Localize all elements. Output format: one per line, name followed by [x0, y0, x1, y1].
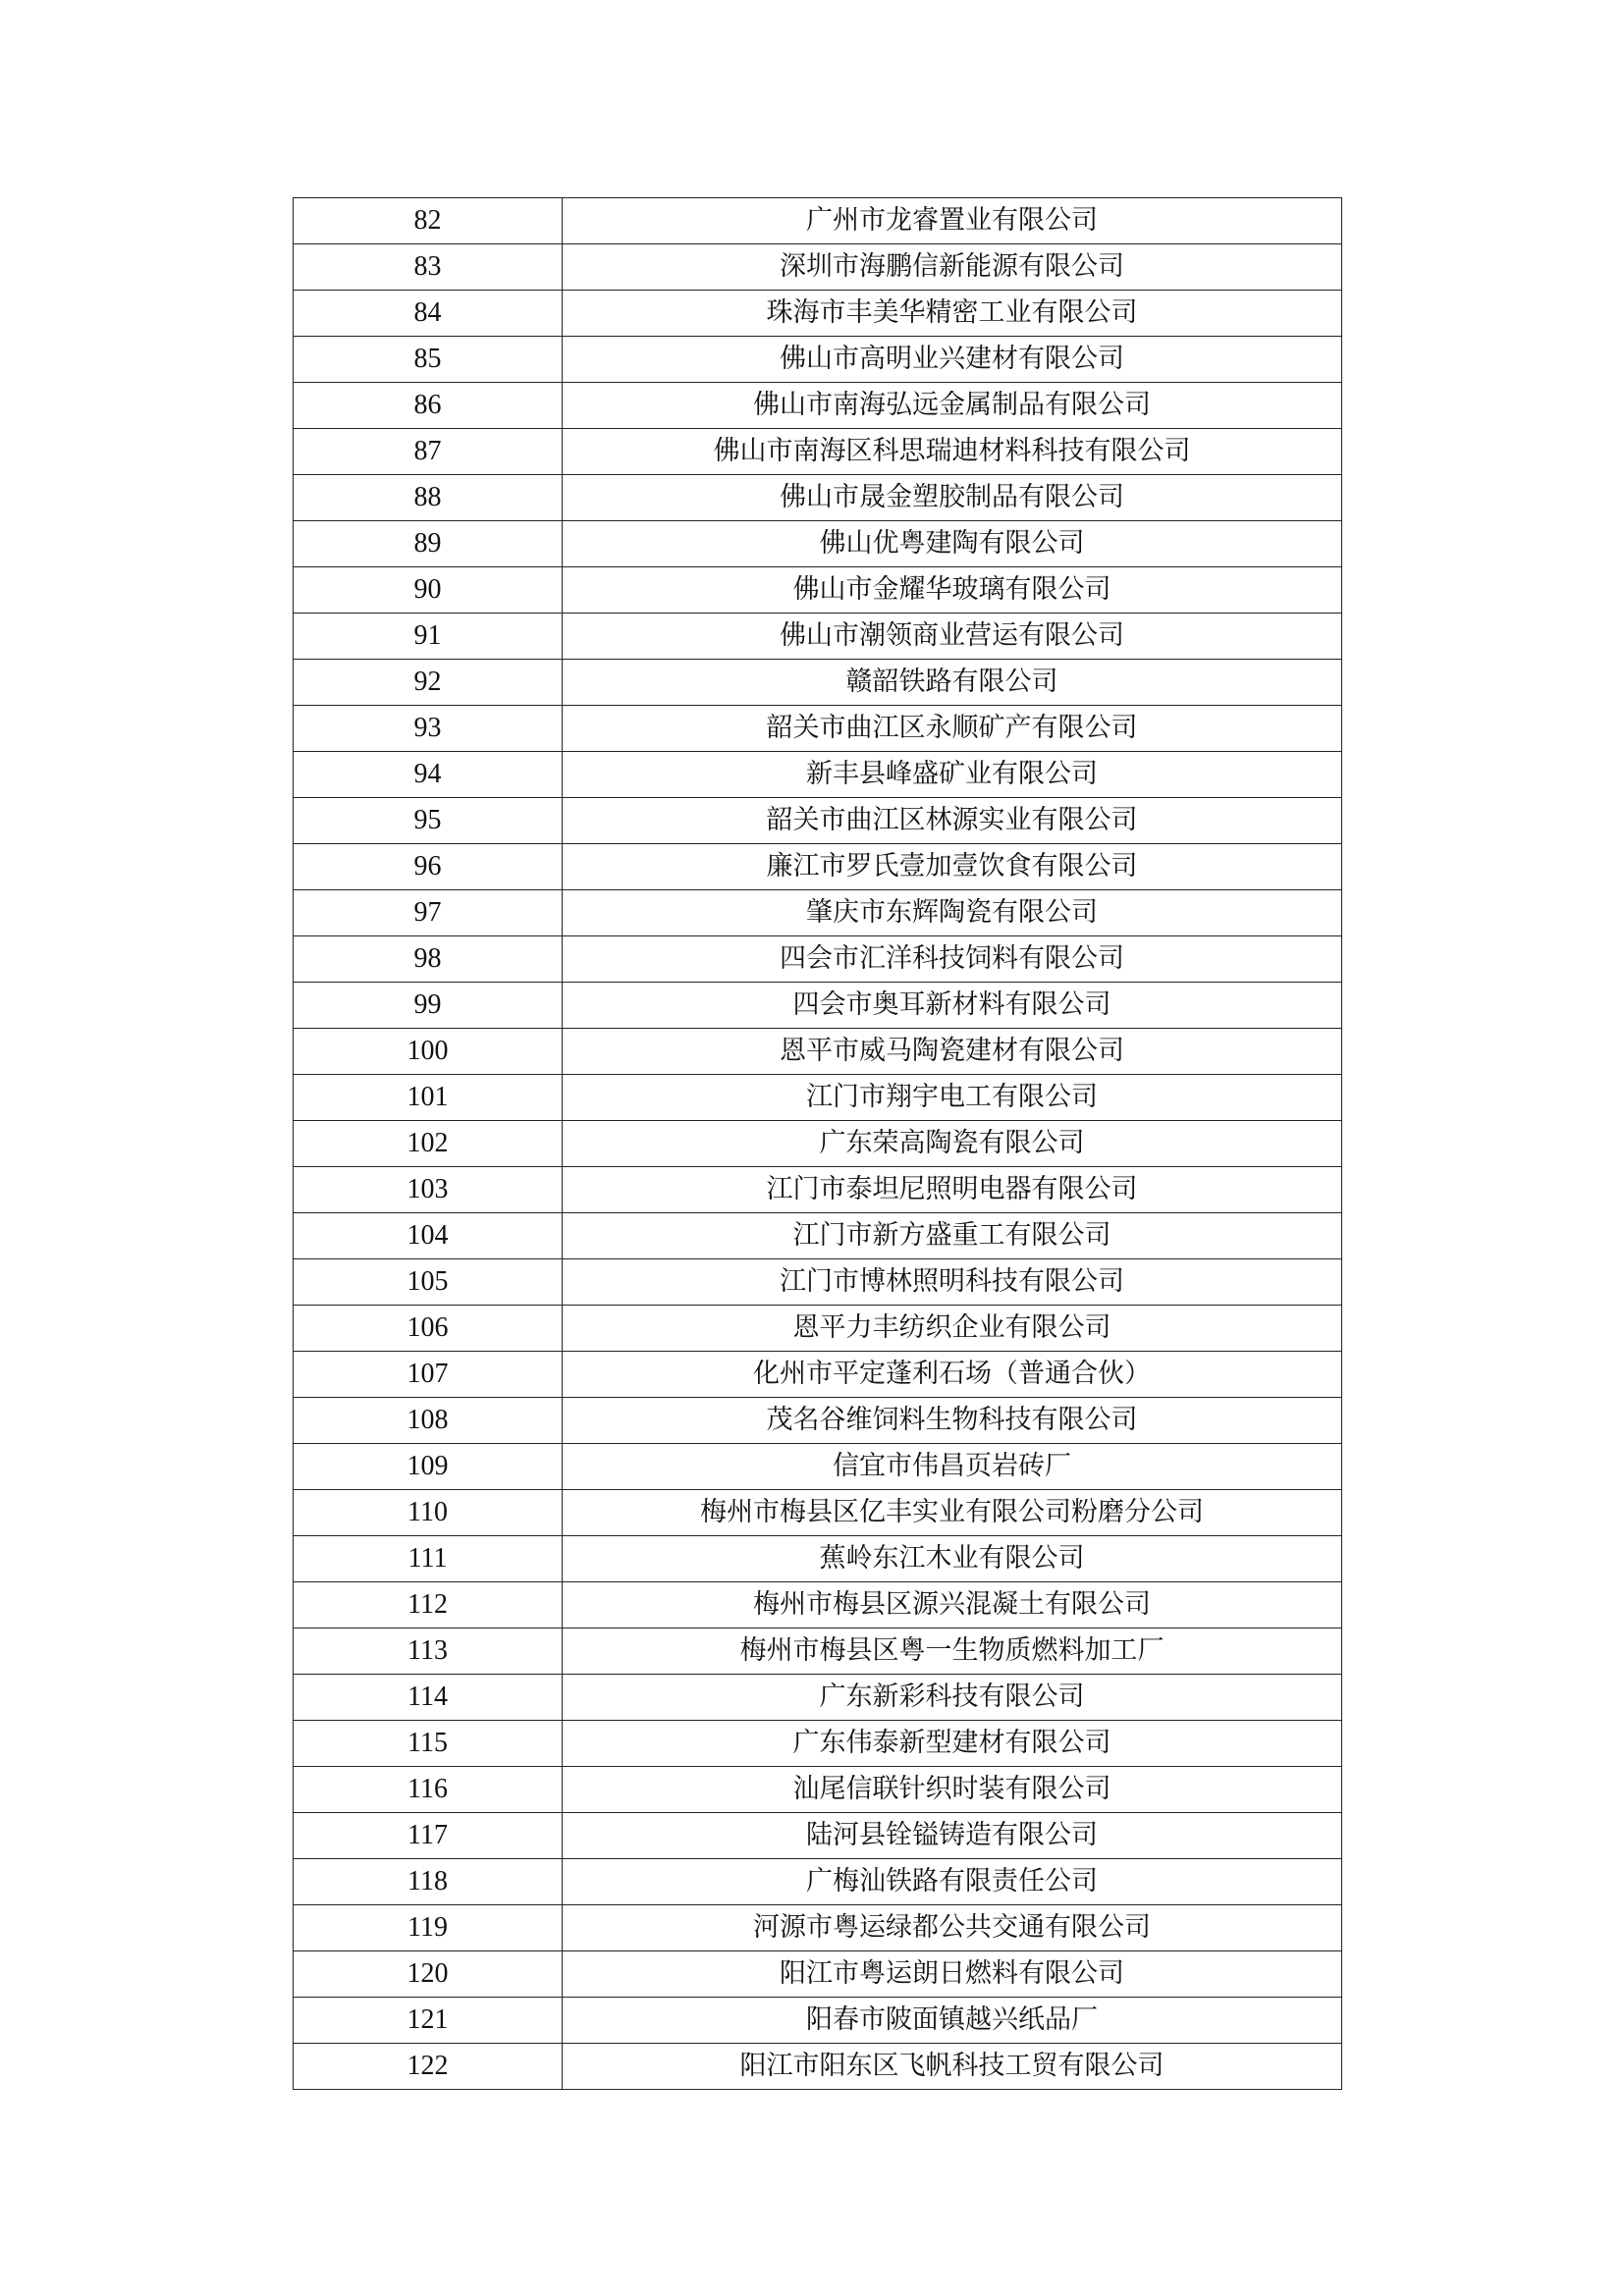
company-name-cell: 阳春市陂面镇越兴纸品厂 [563, 1998, 1342, 2044]
table-row [294, 198, 1342, 244]
row-number-cell: 84 [294, 291, 563, 337]
table-row [294, 1998, 1342, 2044]
table-row [294, 1490, 1342, 1536]
row-number-cell: 118 [294, 1859, 563, 1905]
table-row [294, 291, 1342, 337]
row-number-cell: 88 [294, 475, 563, 521]
company-name-cell: 四会市汇洋科技饲料有限公司 [563, 936, 1342, 983]
table-row [294, 475, 1342, 521]
table-row [294, 429, 1342, 475]
row-number-cell: 97 [294, 890, 563, 936]
table-row [294, 1167, 1342, 1213]
table-row [294, 567, 1342, 614]
company-name-cell: 河源市粤运绿都公共交通有限公司 [563, 1905, 1342, 1951]
company-name-cell: 广梅汕铁路有限责任公司 [563, 1859, 1342, 1905]
company-name-cell: 江门市翔宇电工有限公司 [563, 1075, 1342, 1121]
row-number-cell: 121 [294, 1998, 563, 2044]
row-number-cell: 122 [294, 2044, 563, 2090]
row-number-cell: 95 [294, 798, 563, 844]
row-number-cell: 101 [294, 1075, 563, 1121]
row-number-cell: 85 [294, 337, 563, 383]
company-name-cell: 新丰县峰盛矿业有限公司 [563, 752, 1342, 798]
table-body [294, 198, 1342, 2090]
company-name-cell: 恩平力丰纺织企业有限公司 [563, 1306, 1342, 1352]
row-number-cell: 100 [294, 1029, 563, 1075]
table-row [294, 890, 1342, 936]
company-name-cell: 广东荣高陶瓷有限公司 [563, 1121, 1342, 1167]
table-row [294, 936, 1342, 983]
company-name-cell: 四会市奥耳新材料有限公司 [563, 983, 1342, 1029]
row-number-cell: 102 [294, 1121, 563, 1167]
table-row [294, 1582, 1342, 1629]
company-name-cell: 佛山市金耀华玻璃有限公司 [563, 567, 1342, 614]
company-name-cell: 恩平市威马陶瓷建材有限公司 [563, 1029, 1342, 1075]
company-name-cell: 蕉岭东江木业有限公司 [563, 1536, 1342, 1582]
table-row [294, 844, 1342, 890]
company-name-cell: 佛山市南海弘远金属制品有限公司 [563, 383, 1342, 429]
row-number-cell: 99 [294, 983, 563, 1029]
table-row [294, 1121, 1342, 1167]
company-name-cell: 佛山市高明业兴建材有限公司 [563, 337, 1342, 383]
row-number-cell: 103 [294, 1167, 563, 1213]
table-row [294, 1444, 1342, 1490]
row-number-cell: 83 [294, 244, 563, 291]
table-row [294, 2044, 1342, 2090]
row-number-cell: 116 [294, 1767, 563, 1813]
company-name-cell: 茂名谷维饲料生物科技有限公司 [563, 1398, 1342, 1444]
row-number-cell: 107 [294, 1352, 563, 1398]
row-number-cell: 120 [294, 1951, 563, 1998]
company-name-cell: 广东新彩科技有限公司 [563, 1675, 1342, 1721]
table-row [294, 752, 1342, 798]
company-name-cell: 江门市博林照明科技有限公司 [563, 1259, 1342, 1306]
row-number-cell: 96 [294, 844, 563, 890]
table-row [294, 1306, 1342, 1352]
row-number-cell: 93 [294, 706, 563, 752]
row-number-cell: 115 [294, 1721, 563, 1767]
row-number-cell: 104 [294, 1213, 563, 1259]
row-number-cell: 112 [294, 1582, 563, 1629]
table-row [294, 1675, 1342, 1721]
company-name-cell: 广东伟泰新型建材有限公司 [563, 1721, 1342, 1767]
company-name-cell: 佛山优粤建陶有限公司 [563, 521, 1342, 567]
company-name-cell: 梅州市梅县区源兴混凝土有限公司 [563, 1582, 1342, 1629]
row-number-cell: 113 [294, 1629, 563, 1675]
table-row [294, 798, 1342, 844]
row-number-cell: 106 [294, 1306, 563, 1352]
company-name-cell: 信宜市伟昌页岩砖厂 [563, 1444, 1342, 1490]
company-name-cell: 佛山市潮领商业营运有限公司 [563, 614, 1342, 660]
company-name-cell: 韶关市曲江区永顺矿产有限公司 [563, 706, 1342, 752]
row-number-cell: 105 [294, 1259, 563, 1306]
table-row [294, 521, 1342, 567]
table-row [294, 1905, 1342, 1951]
row-number-cell: 114 [294, 1675, 563, 1721]
row-number-cell: 110 [294, 1490, 563, 1536]
company-name-cell: 廉江市罗氏壹加壹饮食有限公司 [563, 844, 1342, 890]
table-row [294, 614, 1342, 660]
table-row [294, 983, 1342, 1029]
row-number-cell: 82 [294, 198, 563, 244]
row-number-cell: 89 [294, 521, 563, 567]
row-number-cell: 109 [294, 1444, 563, 1490]
table-row [294, 244, 1342, 291]
company-name-cell: 江门市泰坦尼照明电器有限公司 [563, 1167, 1342, 1213]
company-name-cell: 江门市新方盛重工有限公司 [563, 1213, 1342, 1259]
table-row [294, 1767, 1342, 1813]
company-name-cell: 深圳市海鹏信新能源有限公司 [563, 244, 1342, 291]
table-row [294, 1352, 1342, 1398]
row-number-cell: 87 [294, 429, 563, 475]
company-name-cell: 梅州市梅县区粤一生物质燃料加工厂 [563, 1629, 1342, 1675]
row-number-cell: 86 [294, 383, 563, 429]
row-number-cell: 94 [294, 752, 563, 798]
company-name-cell: 陆河县铨镒铸造有限公司 [563, 1813, 1342, 1859]
table-row [294, 1213, 1342, 1259]
table-row [294, 1951, 1342, 1998]
company-name-cell: 梅州市梅县区亿丰实业有限公司粉磨分公司 [563, 1490, 1342, 1536]
company-name-cell: 阳江市粤运朗日燃料有限公司 [563, 1951, 1342, 1998]
table-row [294, 706, 1342, 752]
row-number-cell: 117 [294, 1813, 563, 1859]
company-name-cell: 化州市平定蓬利石场（普通合伙） [563, 1352, 1342, 1398]
company-name-cell: 阳江市阳东区飞帆科技工贸有限公司 [563, 2044, 1342, 2090]
table-row [294, 1536, 1342, 1582]
table-row [294, 1721, 1342, 1767]
table-row [294, 1259, 1342, 1306]
row-number-cell: 98 [294, 936, 563, 983]
table-row [294, 1859, 1342, 1905]
row-number-cell: 119 [294, 1905, 563, 1951]
table-row [294, 383, 1342, 429]
row-number-cell: 108 [294, 1398, 563, 1444]
row-number-cell: 90 [294, 567, 563, 614]
company-name-cell: 赣韶铁路有限公司 [563, 660, 1342, 706]
company-name-cell: 肇庆市东辉陶瓷有限公司 [563, 890, 1342, 936]
table-row [294, 1398, 1342, 1444]
company-name-cell: 佛山市晟金塑胶制品有限公司 [563, 475, 1342, 521]
table-row [294, 1813, 1342, 1859]
table-row [294, 1029, 1342, 1075]
company-name-cell: 佛山市南海区科思瑞迪材料科技有限公司 [563, 429, 1342, 475]
company-name-cell: 广州市龙睿置业有限公司 [563, 198, 1342, 244]
table-row [294, 1629, 1342, 1675]
company-name-cell: 韶关市曲江区林源实业有限公司 [563, 798, 1342, 844]
company-list-table [293, 197, 1342, 2090]
table-row [294, 337, 1342, 383]
table-row [294, 660, 1342, 706]
company-name-cell: 珠海市丰美华精密工业有限公司 [563, 291, 1342, 337]
company-name-cell: 汕尾信联针织时装有限公司 [563, 1767, 1342, 1813]
row-number-cell: 92 [294, 660, 563, 706]
table-row [294, 1075, 1342, 1121]
row-number-cell: 91 [294, 614, 563, 660]
row-number-cell: 111 [294, 1536, 563, 1582]
